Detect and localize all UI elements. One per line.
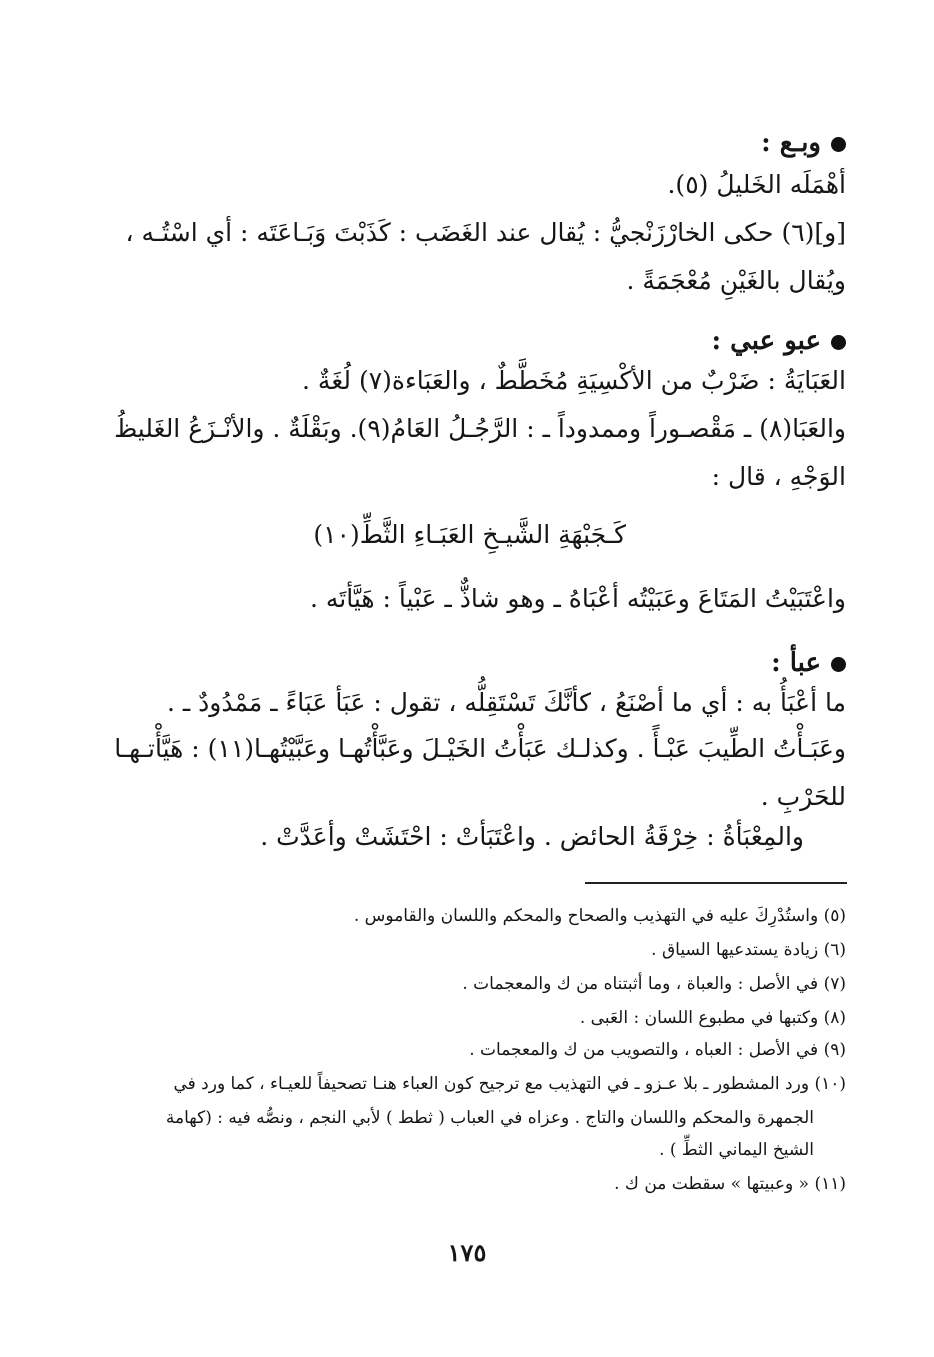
- bullet-icon: [831, 657, 846, 672]
- footnote: (٦) زيادة يستدعيها السياق .: [651, 940, 846, 960]
- entry-heading-text: وبـع :: [761, 128, 821, 158]
- footnote: (٧) في الأصل : والعباة ، وما أثبتناه من ك والمعجمات .: [462, 974, 846, 994]
- footnote: الشيخ اليماني الثطِّ ) .: [659, 1140, 814, 1160]
- entry-line: واعْتَبَيْتُ المَتَاعَ وعَبَيْتُه أعْبَاهُ ـ وهو شاذٌّ ـ عَبْياً : هَيَّأتَه .: [310, 584, 846, 613]
- entry-line: والمِعْبَأةُ : خِرْقَةُ الحائض . واعْتَبَأتْ : احْتَشَتْ وأعَدَّتْ .: [260, 822, 804, 851]
- footnote: (١١) « وعبيتها » سقطت من ك .: [614, 1174, 846, 1194]
- footnote: (١٠) ورد المشطور ـ بلا عـزو ـ في التهذيب مع ترجيح كون العباء هنـا تصحيفاً للعيـاء ، كما ورد في: [173, 1074, 846, 1094]
- footnote: (٨) وكتبها في مطبوع اللسان : العَبى .: [579, 1008, 846, 1028]
- entry-line: ما أعْبَأُ به : أي ما أصْنَعُ ، كأنَّكَ تَسْتَقِلُّه ، تقول : عَبَأ عَبَاءً ـ مَمْدُودٌ ـ .: [166, 688, 846, 717]
- footnote: (٥) واستُدْرِكَ عليه في التهذيب والصحاح والمحكم واللسان والقاموس .: [353, 906, 846, 926]
- entry-line: ويُقال بالغَيْنِ مُعْجَمَةً .: [626, 266, 846, 295]
- page-number: ١٧٥: [447, 1238, 487, 1267]
- bullet-icon: [831, 335, 846, 350]
- footnote: (٩) في الأصل : العباه ، والتصويب من ك والمعجمات .: [469, 1040, 846, 1060]
- entry-line: أهْمَلَه الخَليلُ (٥).: [667, 170, 846, 199]
- footnote-separator: [585, 882, 847, 884]
- entry-heading-abw: [86, 326, 846, 356]
- bullet-icon: [831, 137, 846, 152]
- entry-line: وعَبَـأْتُ الطِّيبَ عَبْـأً . وكذلـك عَبَأْتُ الخَيْـلَ وعَبَّأْتُهـا وعَبَّيْتُهـا(١١) : هَيَّأْتـهـا: [114, 734, 846, 763]
- footnote: الجمهرة والمحكم واللسان والتاج . وعزاه في العباب ( ثطط ) لأبي النجم ، ونصُّه فيه : (كهامة: [165, 1108, 814, 1128]
- entry-heading-wabaa: [86, 128, 846, 158]
- verse-line: كَـجَبْهَةِ الشَّيـخِ العَبَـاءِ الثَّطِّ(١٠): [313, 520, 626, 549]
- entry-line: للحَرْبِ .: [760, 782, 846, 811]
- entry-line: [و](٦) حكى الخارْزَنْجيُّ : يُقال عند الغَضَب : كَذَبْتَ وَبَـاعَتَه : أي اسْتُـه ،: [125, 218, 846, 247]
- entry-heading-text: عبو عبي :: [711, 326, 821, 356]
- entry-line: العَبَايَةُ : ضَرْبٌ من الأكْسِيَةِ مُخَطَّطٌ ، والعَبَاءة(٧) لُغَةٌ .: [302, 366, 846, 395]
- entry-heading-abaa: [86, 648, 846, 678]
- entry-line: الوَجْهِ ، قال :: [711, 462, 846, 491]
- entry-heading-text: عبأ :: [771, 648, 821, 678]
- entry-line: والعَبَا(٨) ـ مَقْصـوراً وممدوداً ـ : الرَّجُـلُ العَامُ(٩). وبَقْلَةٌ . والأنْـزَعُ الغَليظُ: [114, 414, 846, 443]
